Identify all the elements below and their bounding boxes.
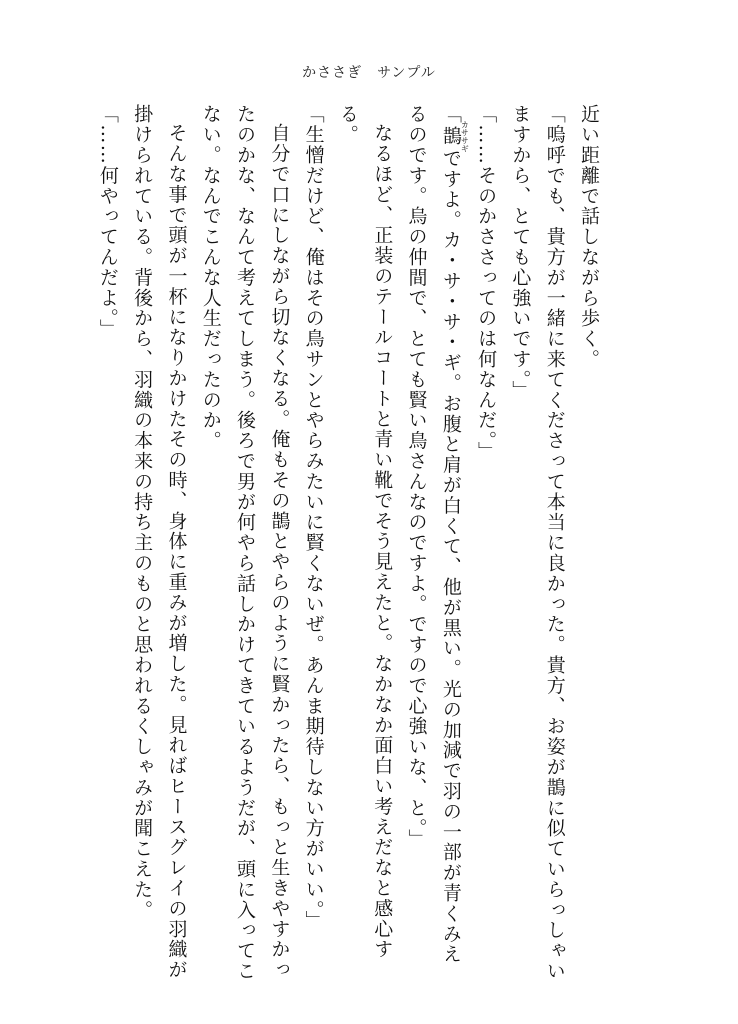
paragraph-7: 自分で口にしながら切なくなる。俺もその鵲とやらのように賢かったら、もっと生きやすかったのかな、なんて考えてしまう。後ろで男が何やら話しかけてきているようだが、頭に入ってこない。なんでこんな人生だったのか。 <box>199 104 291 982</box>
paragraph-1: 近い距離で話しながら歩く。 <box>578 104 600 370</box>
paragraph-4-open: 「 <box>439 104 462 125</box>
paragraph-8: そんな事で頭が一杯になりかけたその時、身体に重みが増した。見ればヒースグレイの羽織が掛けられている。背後から、羽織の本来の持ち主のものと思われるくしゃみが聞こえた。 <box>131 104 188 980</box>
ruby-reading: カササギ <box>460 120 470 153</box>
paragraph-4-rest: ですよ。カ・サ・サ・ギ。お腹と肩が白くて、他が黒い。光の加減で羽の一部が青くみえるのです。烏の仲間で、とても賢い鳥さんなのですよ。ですので心強いな、と。」 <box>405 104 462 965</box>
kasasagi-ruby <box>439 120 470 153</box>
paragraph-5: なるほど、正装のテールコートと青い靴でそう見えたと。なかなか面白い考えだなと感心する。 <box>336 104 394 960</box>
paragraph-3: 「……そのかささってのは何なんだ。」 <box>475 104 498 462</box>
ruby-base: 鵲 <box>439 120 462 153</box>
paragraph-6: 「生憎だけど、俺はその鳥サンとやらみたいに賢くないぜ。あんま期待しない方がいい。」 <box>302 104 325 931</box>
vertical-body-text <box>96 104 606 984</box>
paragraph-2: 「嗚呼でも、貴方が一緒に来てくださって本当に良かった。貴方、お姿が鵲に似ていらっしゃいますから、とても心強いです。」 <box>509 104 566 982</box>
paragraph-9: 「……何やってんだよ。」 <box>96 104 119 340</box>
running-header: かささぎ サンプル <box>302 65 436 81</box>
paragraph-4 <box>399 104 469 984</box>
